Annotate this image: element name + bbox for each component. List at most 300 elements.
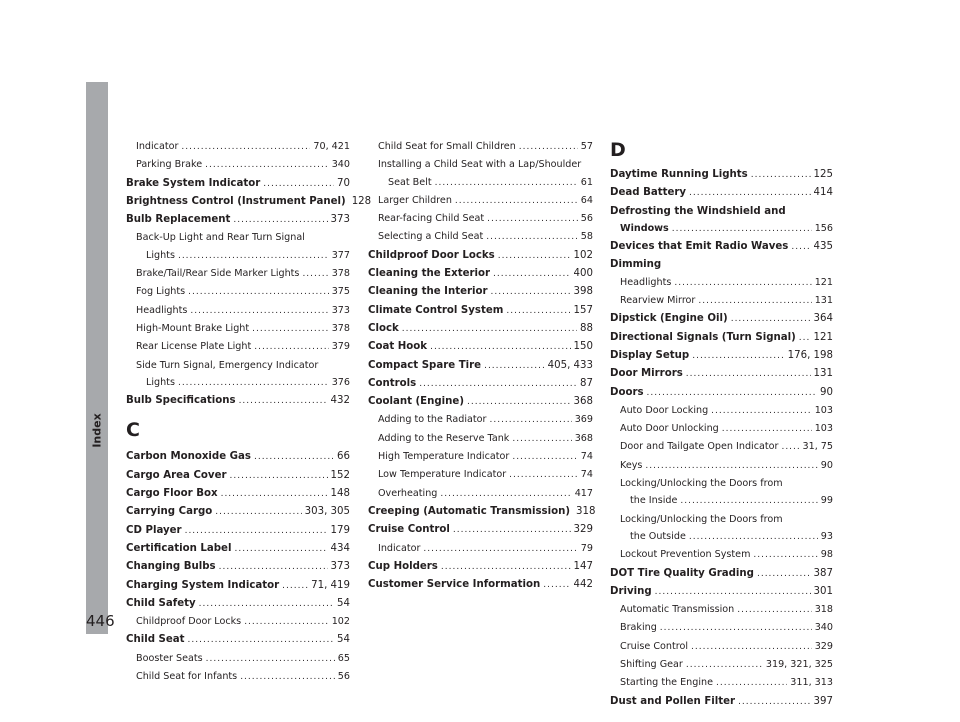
index-entry[interactable] <box>610 347 833 365</box>
dot-leader <box>178 248 329 265</box>
index-entry[interactable] <box>610 238 833 256</box>
dot-leader <box>498 248 571 265</box>
index-entry[interactable] <box>126 247 350 265</box>
index-entry-pages[interactable]: 319, 321, 325 <box>765 659 833 671</box>
index-entry-pages[interactable]: 65 <box>337 652 350 664</box>
index-entry-pages[interactable]: 64 <box>580 194 593 206</box>
section-letter: D <box>610 139 626 161</box>
index-entry-pages[interactable]: 70 <box>337 177 350 189</box>
index-entry-continued: Dimming <box>610 259 662 271</box>
dot-leader <box>506 303 570 320</box>
index-entry-term: Carrying Cargo <box>126 506 213 518</box>
dot-leader <box>716 675 787 692</box>
index-entry[interactable] <box>126 175 350 193</box>
index-entry-pages[interactable]: 405, 433 <box>547 359 593 371</box>
index-entry-term: Devices that Emit Radio Waves <box>610 241 789 253</box>
index-entry-continued: Locking/Unlocking the Doors from <box>620 513 783 525</box>
index-entry[interactable] <box>368 192 593 210</box>
index-entry-term: Brake System Indicator <box>126 177 261 189</box>
index-entry-term: CD Player <box>126 524 182 536</box>
index-entry[interactable] <box>126 392 350 410</box>
index-entry-term: Door Mirrors <box>610 368 683 380</box>
index-entry[interactable] <box>368 466 593 484</box>
index-entry-pages[interactable]: 398 <box>573 286 593 298</box>
index-entry[interactable] <box>126 338 350 356</box>
index-entry[interactable] <box>368 503 596 521</box>
dot-leader <box>686 657 763 674</box>
index-entry[interactable] <box>610 329 833 347</box>
index-entry-pages[interactable]: 66 <box>337 451 350 463</box>
index-entry[interactable] <box>126 320 350 338</box>
index-entry[interactable] <box>126 283 350 301</box>
dot-leader <box>206 651 335 668</box>
index-entry-pages[interactable]: 87 <box>580 377 593 389</box>
index-entry[interactable] <box>126 374 350 392</box>
dot-leader <box>419 376 577 393</box>
index-entry-term: DOT Tire Quality Grading <box>610 567 754 579</box>
index-entry[interactable] <box>368 375 593 393</box>
dot-leader <box>205 157 329 174</box>
dot-leader <box>282 578 308 595</box>
index-entry-pages[interactable]: 157 <box>573 304 593 316</box>
index-entry-term: Parking Brake <box>136 159 203 171</box>
dot-leader <box>660 620 812 637</box>
dot-leader <box>489 412 571 429</box>
index-entry-term: Keys <box>620 459 643 471</box>
dot-leader <box>698 293 811 310</box>
dot-leader <box>467 394 571 411</box>
index-entry[interactable] <box>368 393 593 411</box>
index-entry-term: Child Seat for Infants <box>136 671 238 683</box>
index-entry[interactable] <box>368 430 593 448</box>
dot-leader <box>430 339 570 356</box>
index-entry[interactable] <box>126 467 350 485</box>
index-entry-pages[interactable]: 102 <box>331 616 350 628</box>
index-entry[interactable] <box>126 540 350 558</box>
index-entry-pages[interactable]: 373 <box>330 214 350 226</box>
index-entry-term: Headlights <box>620 276 672 288</box>
index-entry-pages[interactable]: 131 <box>814 295 833 307</box>
index-entry-pages[interactable]: 54 <box>337 634 350 646</box>
index-entry-term: Automatic Transmission <box>620 604 735 616</box>
index-entry[interactable] <box>368 265 593 283</box>
index-entry-term: Cruise Control <box>368 524 450 536</box>
dot-leader <box>254 449 334 466</box>
dot-leader <box>185 523 328 540</box>
index-entry-pages[interactable]: 103 <box>814 423 833 435</box>
index-entry-pages[interactable]: 329 <box>814 640 833 652</box>
index-entry-term: Cup Holders <box>368 560 438 572</box>
dot-leader <box>484 358 545 375</box>
index-entry-term: Child Seat <box>126 634 185 646</box>
index-entry-pages[interactable]: 368 <box>574 432 593 444</box>
index-entry-term: the Inside <box>630 495 678 507</box>
index-entry-pages[interactable]: 442 <box>573 579 593 591</box>
dot-leader <box>757 566 811 583</box>
dot-leader <box>753 547 817 564</box>
index-entry-term: Child Safety <box>126 597 196 609</box>
dot-leader <box>722 421 812 438</box>
index-entry[interactable] <box>126 302 350 320</box>
index-entry-term: Indicator <box>136 141 179 152</box>
index-entry-continued: Side Turn Signal, Emergency Indicator <box>136 359 319 371</box>
index-entry[interactable] <box>610 274 833 292</box>
index-entry-term: Fog Lights <box>136 286 186 298</box>
index-entry-term: Lockout Prevention System <box>620 549 751 561</box>
index-entry[interactable] <box>126 138 350 156</box>
index-entry-pages[interactable]: 131 <box>813 368 833 380</box>
dot-leader <box>455 193 578 210</box>
dot-leader <box>711 403 812 420</box>
index-entry[interactable] <box>610 528 833 546</box>
dot-leader <box>435 175 578 192</box>
dot-leader <box>781 439 799 456</box>
index-entry-pages[interactable]: 70, 421 <box>313 141 350 152</box>
index-entry-pages[interactable]: 61 <box>580 176 593 188</box>
index-entry-pages[interactable]: 147 <box>573 560 593 572</box>
index-entry-continued: Locking/Unlocking the Doors from <box>620 478 783 490</box>
dot-leader <box>230 468 328 485</box>
index-entry-term: Bulb Specifications <box>126 395 236 407</box>
index-entry-term: Brightness Control (Instrument Panel) <box>126 195 346 207</box>
dot-leader <box>240 669 335 686</box>
dot-leader <box>239 393 328 410</box>
index-entry-term: Coat Hook <box>368 341 428 353</box>
dot-leader <box>689 529 818 546</box>
index-entry[interactable] <box>368 228 593 246</box>
dot-leader <box>491 284 571 301</box>
index-entry-pages[interactable]: 303, 305 <box>304 506 350 518</box>
index-entry[interactable] <box>368 338 593 356</box>
index-entry[interactable] <box>610 220 833 238</box>
dot-leader <box>493 266 571 283</box>
index-entry[interactable] <box>610 693 833 711</box>
dot-leader <box>738 694 810 711</box>
dot-leader <box>302 266 328 283</box>
index-entry-pages[interactable]: 414 <box>813 187 833 199</box>
index-entry-term: Starting the Engine <box>620 677 713 689</box>
index-entry-term: Cleaning the Interior <box>368 286 488 298</box>
index-entry-pages[interactable]: 397 <box>813 695 833 707</box>
index-entry-pages[interactable]: 417 <box>574 487 593 499</box>
index-entry-term: Low Temperature Indicator <box>378 469 507 481</box>
index-entry[interactable] <box>126 265 350 283</box>
index-entry-term: Dipstick (Engine Oil) <box>610 313 728 325</box>
index-entry-pages[interactable]: 54 <box>337 597 350 609</box>
index-entry[interactable] <box>610 166 833 184</box>
index-entry[interactable] <box>610 184 833 202</box>
index-entry-pages[interactable]: 150 <box>573 341 593 353</box>
index-entry[interactable] <box>368 174 593 192</box>
dot-leader <box>512 449 577 466</box>
index-entry[interactable] <box>610 420 833 438</box>
dot-leader <box>686 366 811 383</box>
index-entry-term: Braking <box>620 622 657 634</box>
index-entry-pages[interactable]: 93 <box>820 530 833 542</box>
index-entry-term: Cleaning the Exterior <box>368 268 491 280</box>
index-entry[interactable] <box>126 448 350 466</box>
dot-leader <box>799 330 811 347</box>
index-entry-pages[interactable]: 375 <box>331 286 350 298</box>
index-entry[interactable] <box>610 638 833 656</box>
dot-leader <box>188 284 329 301</box>
index-entry-pages[interactable]: 379 <box>331 341 350 353</box>
index-entry[interactable] <box>368 521 593 539</box>
index-entry[interactable] <box>368 210 593 228</box>
index-entry[interactable] <box>610 438 833 456</box>
index-entry[interactable] <box>126 650 350 668</box>
index-entry-continued: Installing a Child Seat with a Lap/Shoulder <box>378 159 582 171</box>
index-entry-pages[interactable]: 121 <box>814 276 833 288</box>
index-entry-pages[interactable]: 434 <box>330 542 350 554</box>
index-entry-pages[interactable]: 340 <box>814 622 833 634</box>
index-entry-pages[interactable]: 368 <box>573 396 593 408</box>
index-entry-term: High Temperature Indicator <box>378 451 510 463</box>
index-entry-term: Driving <box>610 585 652 597</box>
index-entry-term: Daytime Running Lights <box>610 169 748 180</box>
dot-leader <box>680 493 817 510</box>
dot-leader <box>674 275 811 292</box>
index-entry-pages[interactable]: 103 <box>814 404 833 416</box>
index-entry-term: Clock <box>368 322 399 334</box>
index-entry-term: Carbon Monoxide Gas <box>126 451 251 463</box>
index-entry-pages[interactable]: 387 <box>813 567 833 579</box>
index-entry[interactable] <box>610 565 833 583</box>
index-entry-pages[interactable]: 121 <box>813 331 833 343</box>
dot-leader <box>731 311 811 328</box>
index-entry[interactable] <box>610 583 833 601</box>
index-entry[interactable] <box>368 357 593 375</box>
index-entry[interactable] <box>368 283 593 301</box>
index-entry-pages[interactable]: 102 <box>573 249 593 261</box>
index-entry-term: Childproof Door Locks <box>368 249 495 261</box>
index-entry-pages[interactable]: 90 <box>820 386 833 398</box>
index-entry[interactable] <box>126 485 350 503</box>
dot-leader <box>487 211 578 228</box>
index-entry[interactable] <box>368 448 593 466</box>
index-entry-pages[interactable]: 71, 419 <box>311 579 350 591</box>
index-entry-term: Larger Children <box>378 194 452 206</box>
index-entry[interactable] <box>368 302 593 320</box>
dot-leader <box>219 559 328 576</box>
index-entry[interactable] <box>610 292 833 310</box>
index-entry-pages[interactable]: 125 <box>813 169 833 180</box>
index-entry-term: Booster Seats <box>136 652 203 664</box>
index-entry-term: Coolant (Engine) <box>368 396 464 408</box>
index-entry-pages[interactable]: 364 <box>813 313 833 325</box>
index-entry-pages[interactable]: 128 <box>351 195 372 207</box>
index-entry-term: Indicator <box>378 542 421 554</box>
index-entry-term: Selecting a Child Seat <box>378 231 484 243</box>
index-entry-continued: Back-Up Light and Rear Turn Signal <box>136 232 305 244</box>
index-entry-term: Door and Tailgate Open Indicator <box>620 441 779 453</box>
index-column-1 <box>126 138 372 686</box>
index-entry-term: Adding to the Reserve Tank <box>378 432 510 444</box>
index-entry-pages[interactable]: 435 <box>813 241 833 253</box>
index-column-3 <box>610 138 833 711</box>
dot-leader <box>543 577 570 594</box>
index-entry-pages[interactable]: 311, 313 <box>790 677 833 689</box>
index-entry-pages[interactable]: 179 <box>330 524 350 536</box>
index-entry-pages[interactable]: 376 <box>331 376 350 388</box>
dot-leader <box>402 321 577 338</box>
dot-leader <box>737 602 811 619</box>
index-entry[interactable] <box>126 211 350 229</box>
index-entry[interactable] <box>368 138 593 156</box>
index-entry[interactable] <box>610 457 833 475</box>
index-entry[interactable] <box>610 656 833 674</box>
index-entry-term: Headlights <box>136 304 188 316</box>
index-entry[interactable] <box>610 384 833 402</box>
index-entry-term: Directional Signals (Turn Signal) <box>610 331 796 343</box>
index-entry-pages[interactable]: 378 <box>331 322 350 334</box>
index-entry[interactable] <box>610 546 833 564</box>
index-entry-pages[interactable]: 176, 198 <box>787 349 833 361</box>
dot-leader <box>791 239 810 256</box>
dot-leader <box>441 559 571 576</box>
index-entry-pages[interactable]: 74 <box>580 469 593 481</box>
index-entry-pages[interactable]: 329 <box>573 524 593 536</box>
index-entry-term: Charging System Indicator <box>126 579 280 591</box>
dot-leader <box>509 467 578 484</box>
index-entry[interactable] <box>126 613 350 631</box>
dot-leader <box>645 458 817 475</box>
index-entry-term: Display Setup <box>610 349 690 361</box>
index-entry[interactable] <box>368 485 593 503</box>
index-entry[interactable] <box>126 595 350 613</box>
index-entry[interactable] <box>126 668 350 686</box>
index-entry-pages[interactable]: 58 <box>580 231 593 243</box>
index-entry-term: Auto Door Unlocking <box>620 423 719 435</box>
dot-leader <box>672 221 812 238</box>
index-entry-pages[interactable]: 98 <box>820 549 833 561</box>
index-entry-pages[interactable]: 378 <box>331 268 350 280</box>
dot-leader <box>263 176 334 193</box>
index-entry-term: Shifting Gear <box>620 659 683 671</box>
dot-leader <box>178 375 329 392</box>
index-entry-term: Windows <box>620 222 669 234</box>
side-tab-text: Index <box>90 412 104 448</box>
index-entry-term: the Outside <box>630 530 686 542</box>
index-entry[interactable] <box>368 247 593 265</box>
index-entry-term: Dust and Pollen Filter <box>610 695 736 707</box>
index-entry[interactable] <box>368 540 593 558</box>
index-entry-pages[interactable]: 90 <box>820 459 833 471</box>
index-entry-term: Rearview Mirror <box>620 295 696 307</box>
dot-leader <box>199 596 334 613</box>
index-entry-term: Overheating <box>378 487 438 499</box>
index-side-tab <box>86 82 108 634</box>
index-entry-pages[interactable]: 432 <box>330 395 350 407</box>
index-entry[interactable] <box>126 156 350 174</box>
dot-leader <box>254 339 328 356</box>
index-entry[interactable] <box>126 522 350 540</box>
index-entry-pages[interactable]: 156 <box>814 222 833 234</box>
dot-leader <box>519 139 578 156</box>
index-entry-term: Rear License Plate Light <box>136 341 252 353</box>
index-entry-term: Rear-facing Child Seat <box>378 213 485 225</box>
index-entry[interactable] <box>126 558 350 576</box>
section-letter: C <box>126 419 140 442</box>
index-entry-term: Doors <box>610 386 644 398</box>
index-entry[interactable] <box>126 631 350 649</box>
dot-leader <box>440 486 571 503</box>
dot-leader <box>691 639 812 656</box>
index-entry-term: Seat Belt <box>388 176 432 188</box>
dot-leader <box>692 348 784 365</box>
index-entry-pages[interactable]: 74 <box>580 451 593 463</box>
index-entry-term: Auto Door Locking <box>620 404 709 416</box>
index-entry-pages[interactable]: 318 <box>814 604 833 616</box>
index-entry-term: Cruise Control <box>620 640 689 652</box>
index-entry[interactable] <box>610 402 833 420</box>
dot-leader <box>244 614 329 631</box>
index-entry[interactable] <box>368 576 593 594</box>
index-entry-pages[interactable]: 400 <box>573 268 593 280</box>
index-entry[interactable] <box>610 601 833 619</box>
index-entry-pages[interactable]: 377 <box>331 249 350 261</box>
index-entry-term: High-Mount Brake Light <box>136 322 250 334</box>
index-entry-pages[interactable]: 56 <box>580 213 593 225</box>
dot-leader <box>181 139 310 156</box>
index-entry-term: Brake/Tail/Rear Side Marker Lights <box>136 268 300 280</box>
index-entry[interactable] <box>368 411 593 429</box>
dot-leader <box>234 541 327 558</box>
dot-leader <box>486 229 577 246</box>
index-entry-pages[interactable]: 340 <box>331 159 350 171</box>
index-entry-term: Cargo Area Cover <box>126 469 227 481</box>
dot-leader <box>221 486 328 503</box>
index-entry-pages[interactable]: 318 <box>575 505 596 517</box>
index-entry-term: Childproof Door Locks <box>136 616 242 628</box>
index-entry[interactable] <box>126 503 350 521</box>
dot-leader <box>512 431 571 448</box>
index-entry[interactable] <box>610 310 833 328</box>
dot-leader <box>453 522 571 539</box>
index-entry-pages[interactable]: 369 <box>574 414 593 426</box>
index-entry-pages[interactable]: 373 <box>331 304 350 316</box>
index-entry-pages[interactable]: 99 <box>820 495 833 507</box>
index-entry-pages[interactable]: 373 <box>330 561 350 573</box>
index-entry[interactable] <box>368 320 593 338</box>
index-entry[interactable] <box>610 492 833 510</box>
index-entry-term: Cargo Floor Box <box>126 488 218 500</box>
index-entry[interactable] <box>610 674 833 692</box>
index-entry[interactable] <box>368 558 593 576</box>
index-entry-term: Child Seat for Small Children <box>378 141 516 152</box>
index-entry[interactable] <box>126 577 350 595</box>
index-entry-term: Certification Label <box>126 542 232 554</box>
index-entry-pages[interactable]: 57 <box>580 141 593 152</box>
dot-leader <box>647 385 817 402</box>
index-entry-pages[interactable]: 88 <box>580 322 593 334</box>
index-entry[interactable] <box>126 193 372 211</box>
index-entry[interactable] <box>610 365 833 383</box>
index-entry-pages[interactable]: 79 <box>580 542 593 554</box>
dot-leader <box>689 185 811 202</box>
index-entry-pages[interactable]: 152 <box>330 469 350 481</box>
index-entry-pages[interactable]: 31, 75 <box>802 441 833 453</box>
side-tab-top <box>86 0 108 82</box>
index-entry-pages[interactable]: 301 <box>813 585 833 597</box>
index-entry[interactable] <box>610 619 833 637</box>
page-number: 446 <box>86 612 115 630</box>
index-entry-continued: Defrosting the Windshield and <box>610 205 786 217</box>
dot-leader <box>190 303 328 320</box>
index-entry-pages[interactable]: 148 <box>330 488 350 500</box>
index-entry-term: Adding to the Radiator <box>378 414 487 426</box>
index-entry-pages[interactable]: 56 <box>337 671 350 683</box>
